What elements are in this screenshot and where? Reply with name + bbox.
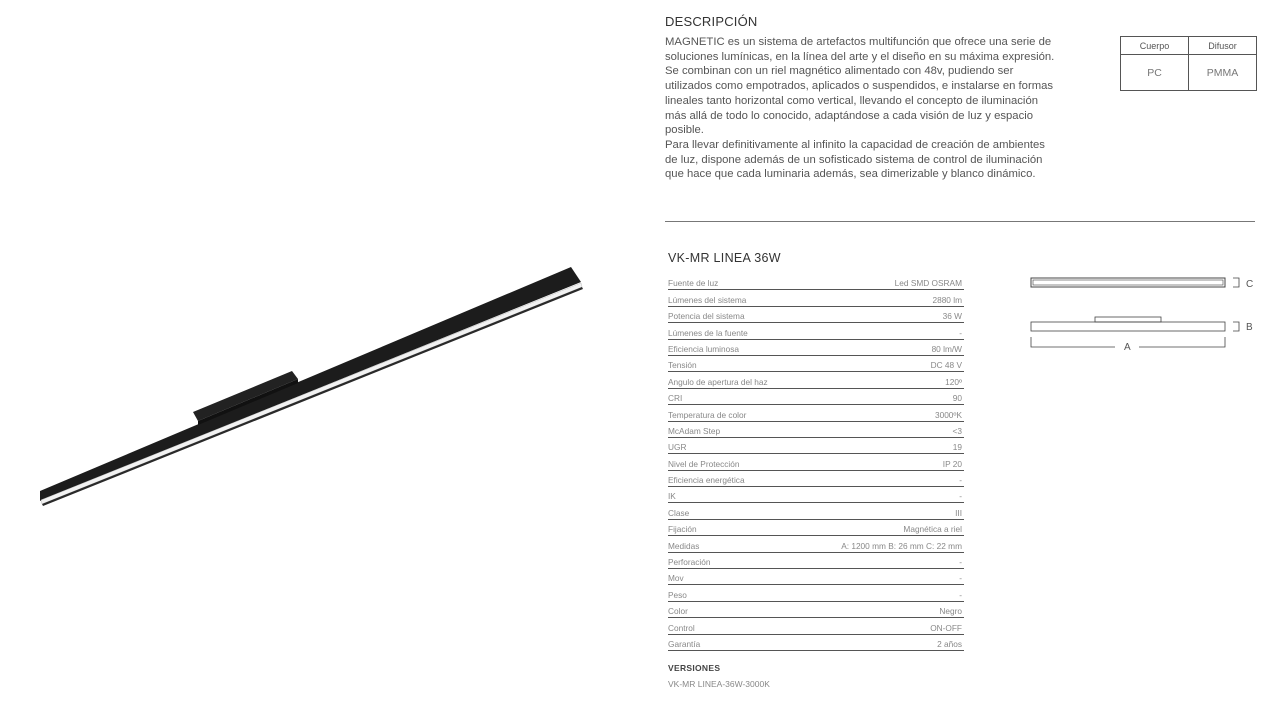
spec-row [668, 291, 964, 306]
spec-row [668, 324, 964, 339]
spec-row [668, 586, 964, 601]
spec-row [668, 390, 964, 405]
diagram-adapter [1095, 317, 1161, 322]
spec-value: - [959, 557, 962, 568]
spec-label: Eficiencia luminosa [668, 343, 740, 354]
spec-value: IP 20 [942, 458, 962, 469]
spec-row [668, 636, 964, 651]
spec-label: Garantía [668, 638, 701, 649]
spec-value: III [955, 507, 962, 518]
spec-row [668, 308, 964, 323]
spec-value: DC 48 V [930, 360, 962, 371]
spec-row [668, 423, 964, 438]
spec-label: Clase [668, 507, 690, 518]
description-title: DESCRIPCIÓN [665, 14, 758, 29]
description-body [665, 35, 1060, 182]
spec-row [668, 603, 964, 618]
spec-row [668, 554, 964, 569]
spec-row [668, 357, 964, 372]
spec-row [668, 521, 964, 536]
diagram-label-b: B [1246, 322, 1253, 333]
spec-value: - [959, 475, 962, 486]
luminaire-diffuser [41, 283, 582, 504]
spec-value: 19 [952, 442, 962, 453]
spec-label: IK [668, 491, 676, 502]
spec-label: Medidas [668, 540, 700, 551]
spec-label: Tensión [668, 360, 697, 371]
section-divider [665, 221, 1255, 222]
versions-title: VERSIONES [668, 663, 721, 673]
spec-value: Negro [939, 606, 962, 617]
spec-row [668, 373, 964, 388]
diagram-label-c: C [1246, 279, 1254, 290]
materials-value-body: PC [1121, 55, 1189, 91]
spec-label: Peso [668, 589, 687, 600]
spec-value: - [959, 491, 962, 502]
spec-value: 2880 lm [932, 294, 962, 305]
spec-value: 80 lm/W [931, 343, 962, 354]
version-item: VK-MR LINEA-36W-3000K [668, 679, 770, 689]
spec-row [668, 472, 964, 487]
spec-value: Magnética a riel [903, 524, 962, 535]
spec-row [668, 570, 964, 585]
spec-row [668, 504, 964, 519]
spec-label: Angulo de apertura del haz [668, 376, 768, 387]
spec-value: ON-OFF [930, 622, 962, 633]
model-title: VK-MR LINEA 36W [668, 251, 781, 265]
diagram-top-view [1031, 278, 1225, 287]
spec-label: UGR [668, 442, 687, 453]
spec-label: Perforación [668, 557, 711, 568]
spec-label: Potencia del sistema [668, 311, 745, 322]
spec-label: Lúmenes del sistema [668, 294, 747, 305]
spec-label: McAdam Step [668, 425, 721, 436]
spec-row [668, 619, 964, 634]
spec-value: 2 años [937, 638, 962, 649]
spec-value: 36 W [942, 311, 962, 322]
spec-value: Led SMD OSRAM [894, 278, 962, 289]
spec-label: Fijación [668, 524, 697, 535]
spec-row [668, 275, 964, 290]
materials-value-diffuser: PMMA [1189, 55, 1257, 91]
spec-label: Lúmenes de la fuente [668, 327, 748, 338]
spec-row [668, 406, 964, 421]
spec-row [668, 439, 964, 454]
spec-label: Nivel de Protección [668, 458, 740, 469]
spec-value: <3 [952, 425, 962, 436]
materials-header-diffuser: Difusor [1189, 37, 1257, 55]
spec-value: - [959, 589, 962, 600]
diagram-label-a: A [1124, 342, 1131, 353]
specs-table [668, 275, 964, 652]
materials-table [1120, 36, 1257, 91]
description-paragraph: Para llevar definitivamente al infinito la capacidad de creación de ambientes de luz, dispone además de un sofisticado sistema de control de iluminación que hace que cada luminaria además, sea dimerizable y blanco dinámico. [665, 138, 1045, 181]
diagram-side-view [1031, 322, 1225, 331]
spec-value: 120º [945, 376, 962, 387]
spec-value: 3000ºK [934, 409, 962, 420]
luminaire-body [40, 267, 581, 501]
materials-header-body: Cuerpo [1121, 37, 1189, 55]
spec-row [668, 537, 964, 552]
spec-row [668, 341, 964, 356]
spec-label: CRI [668, 393, 683, 404]
spec-value: A: 1200 mm B: 26 mm C: 22 mm [841, 540, 962, 551]
spec-value: 90 [952, 393, 962, 404]
spec-row [668, 455, 964, 470]
spec-label: Color [668, 606, 688, 617]
description-paragraph: MAGNETIC es un sistema de artefactos multifunción que ofrece una serie de soluciones lumínicas, en la línea del arte y el diseño en su máxima expresión. Se combinan con un riel magnético alimentado con 48v, pudiendo ser utilizados como empotrados, aplicados o suspendidos, e instalarse en formas lineales tanto horizontal como vertical, llevando el concepto de iluminación más allá de todo lo conocido, adaptándose a cada visión de luz y espacio posible. [665, 36, 1055, 137]
spec-label: Control [668, 622, 695, 633]
spec-label: Fuente de luz [668, 278, 719, 289]
spec-label: Mov [668, 573, 684, 584]
spec-row [668, 488, 964, 503]
spec-value: - [959, 573, 962, 584]
dimension-diagram [1025, 270, 1265, 360]
spec-value: - [959, 327, 962, 338]
spec-label: Eficiencia energética [668, 475, 745, 486]
product-image [30, 255, 590, 515]
spec-label: Temperatura de color [668, 409, 747, 420]
